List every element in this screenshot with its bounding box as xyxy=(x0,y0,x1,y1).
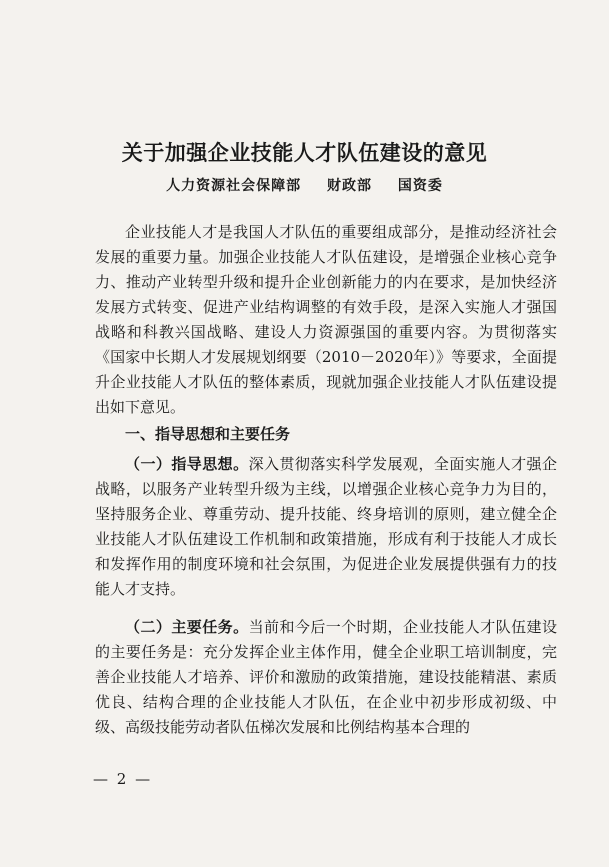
issuer-sasac: 国资委 xyxy=(397,178,443,194)
page-number: — 2 — xyxy=(93,770,153,788)
main-tasks-text: 当前和今后一个时期，企业技能人才队伍建设的主要任务是：充分发挥企业主体作用，健全企业职工培训制度，完善企业技能人才培养、评价和激励的政策措施，建设技能精湛、素质优良、结构合理的企业技能人才队伍，在企业中初步形成初级、中级、高级技能劳动者队伍梯次发展和比例结构基本合理的 xyxy=(95,618,557,736)
main-tasks-lead: （二）主要任务。 xyxy=(125,618,249,636)
document-title: 关于加强企业技能人才队伍建设的意见 xyxy=(121,140,488,165)
guiding-ideology-paragraph xyxy=(95,452,557,602)
issuer-mohrss: 人力资源社会保障部 xyxy=(166,178,302,194)
issuing-agencies xyxy=(0,176,609,196)
section-heading: 一、指导思想和主要任务 xyxy=(125,425,291,443)
main-tasks-paragraph xyxy=(95,615,557,740)
intro-paragraph: 企业技能人才是我国人才队伍的重要组成部分，是推动经济社会发展的重要力量。加强企业技能人才队伍建设，是增强企业核心竞争力、推动产业转型升级和提升企业创新能力的内在要求，是加快经济发展方式转变、促进产业结构调整的有效手段，是深入实施人才强国战略和科教兴国战略、建设人力资源强国的重要内容。为贯彻落实《国家中长期人才发展规划纲要（2010－2020年）》等要求，全面提升企业技能人才队伍的整体素质，现就加强企业技能人才队伍建设提出如下意见。 xyxy=(95,223,557,416)
issuer-mof: 财政部 xyxy=(327,178,372,194)
guiding-ideology-lead: （一）指导思想。 xyxy=(125,455,249,473)
document-body xyxy=(95,220,557,740)
guiding-ideology-text: 深入贯彻落实科学发展观，全面实施人才强企战略，以服务产业转型升级为主线，以增强企业核心竞争力为目的，坚持服务企业、尊重劳动、提升技能、终身培训的原则，建立健全企业技能人才队伍建设工作机制和政策措施，形成有利于技能人才成长和发挥作用的制度环境和社会氛围，为促进企业发展提供强有力的技能人才支持。 xyxy=(95,455,557,598)
